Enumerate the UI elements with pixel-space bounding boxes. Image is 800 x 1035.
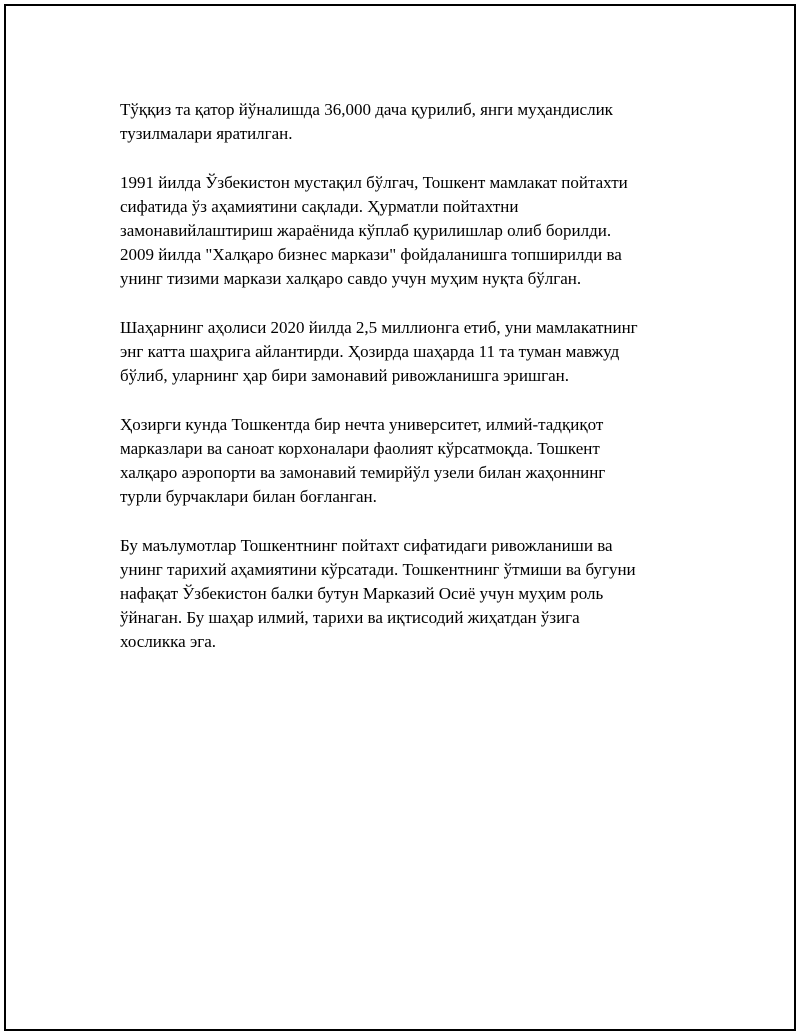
document-body <box>120 98 700 655</box>
paragraph-1: Тўққиз та қатор йўналишда 36,000 дача қурилиб, янги муҳандислик тузилмалари яратилган. <box>120 100 613 144</box>
paragraph-5: Бу маълумотлар Тошкентнинг пойтахт сифатидаги ривожланиши ва унинг тарихий аҳамиятини кўрсатади. Тошкентнинг ўтмиши ва бугуни нафақат Ўзбекистон балки бутун Марказий Осиё учун муҳим роль ўйнаган. Бу шаҳар илмий, тарихи ва иқтисодий жиҳатдан ўзига хосликка эга. <box>120 535 636 652</box>
paragraph-2: 1991 йилда Ўзбекистон мустақил бўлгач, Тошкент мамлакат пойтахти сифатида ўз аҳамиятини сақлади. Ҳурматли пойтахтни замонавийлаштириш жараёнида кўплаб қурилишлар олиб борилди. 2009 йилда "Халқаро бизнес маркази" фойдаланишга топширилди ва унинг тизими маркази халқаро савдо учун муҳим нуқта бўлган. <box>120 172 628 289</box>
document-page <box>4 4 796 1031</box>
paragraph-4: Ҳозирги кунда Тошкентда бир нечта университет, илмий-тадқиқот марказлари ва саноат корхоналари фаолият кўрсатмоқда. Тошкент халқаро аэропорти ва замонавий темирйўл узели билан жаҳоннинг турли бурчаклари билан боғланган. <box>120 414 606 507</box>
paragraph-3: Шаҳарнинг аҳолиси 2020 йилда 2,5 миллионга етиб, уни мамлакатнинг энг катта шаҳрига айлантирди. Ҳозирда шаҳарда 11 та туман мавжуд бўлиб, уларнинг ҳар бири замонавий ривожланишга эришган. <box>120 317 638 386</box>
